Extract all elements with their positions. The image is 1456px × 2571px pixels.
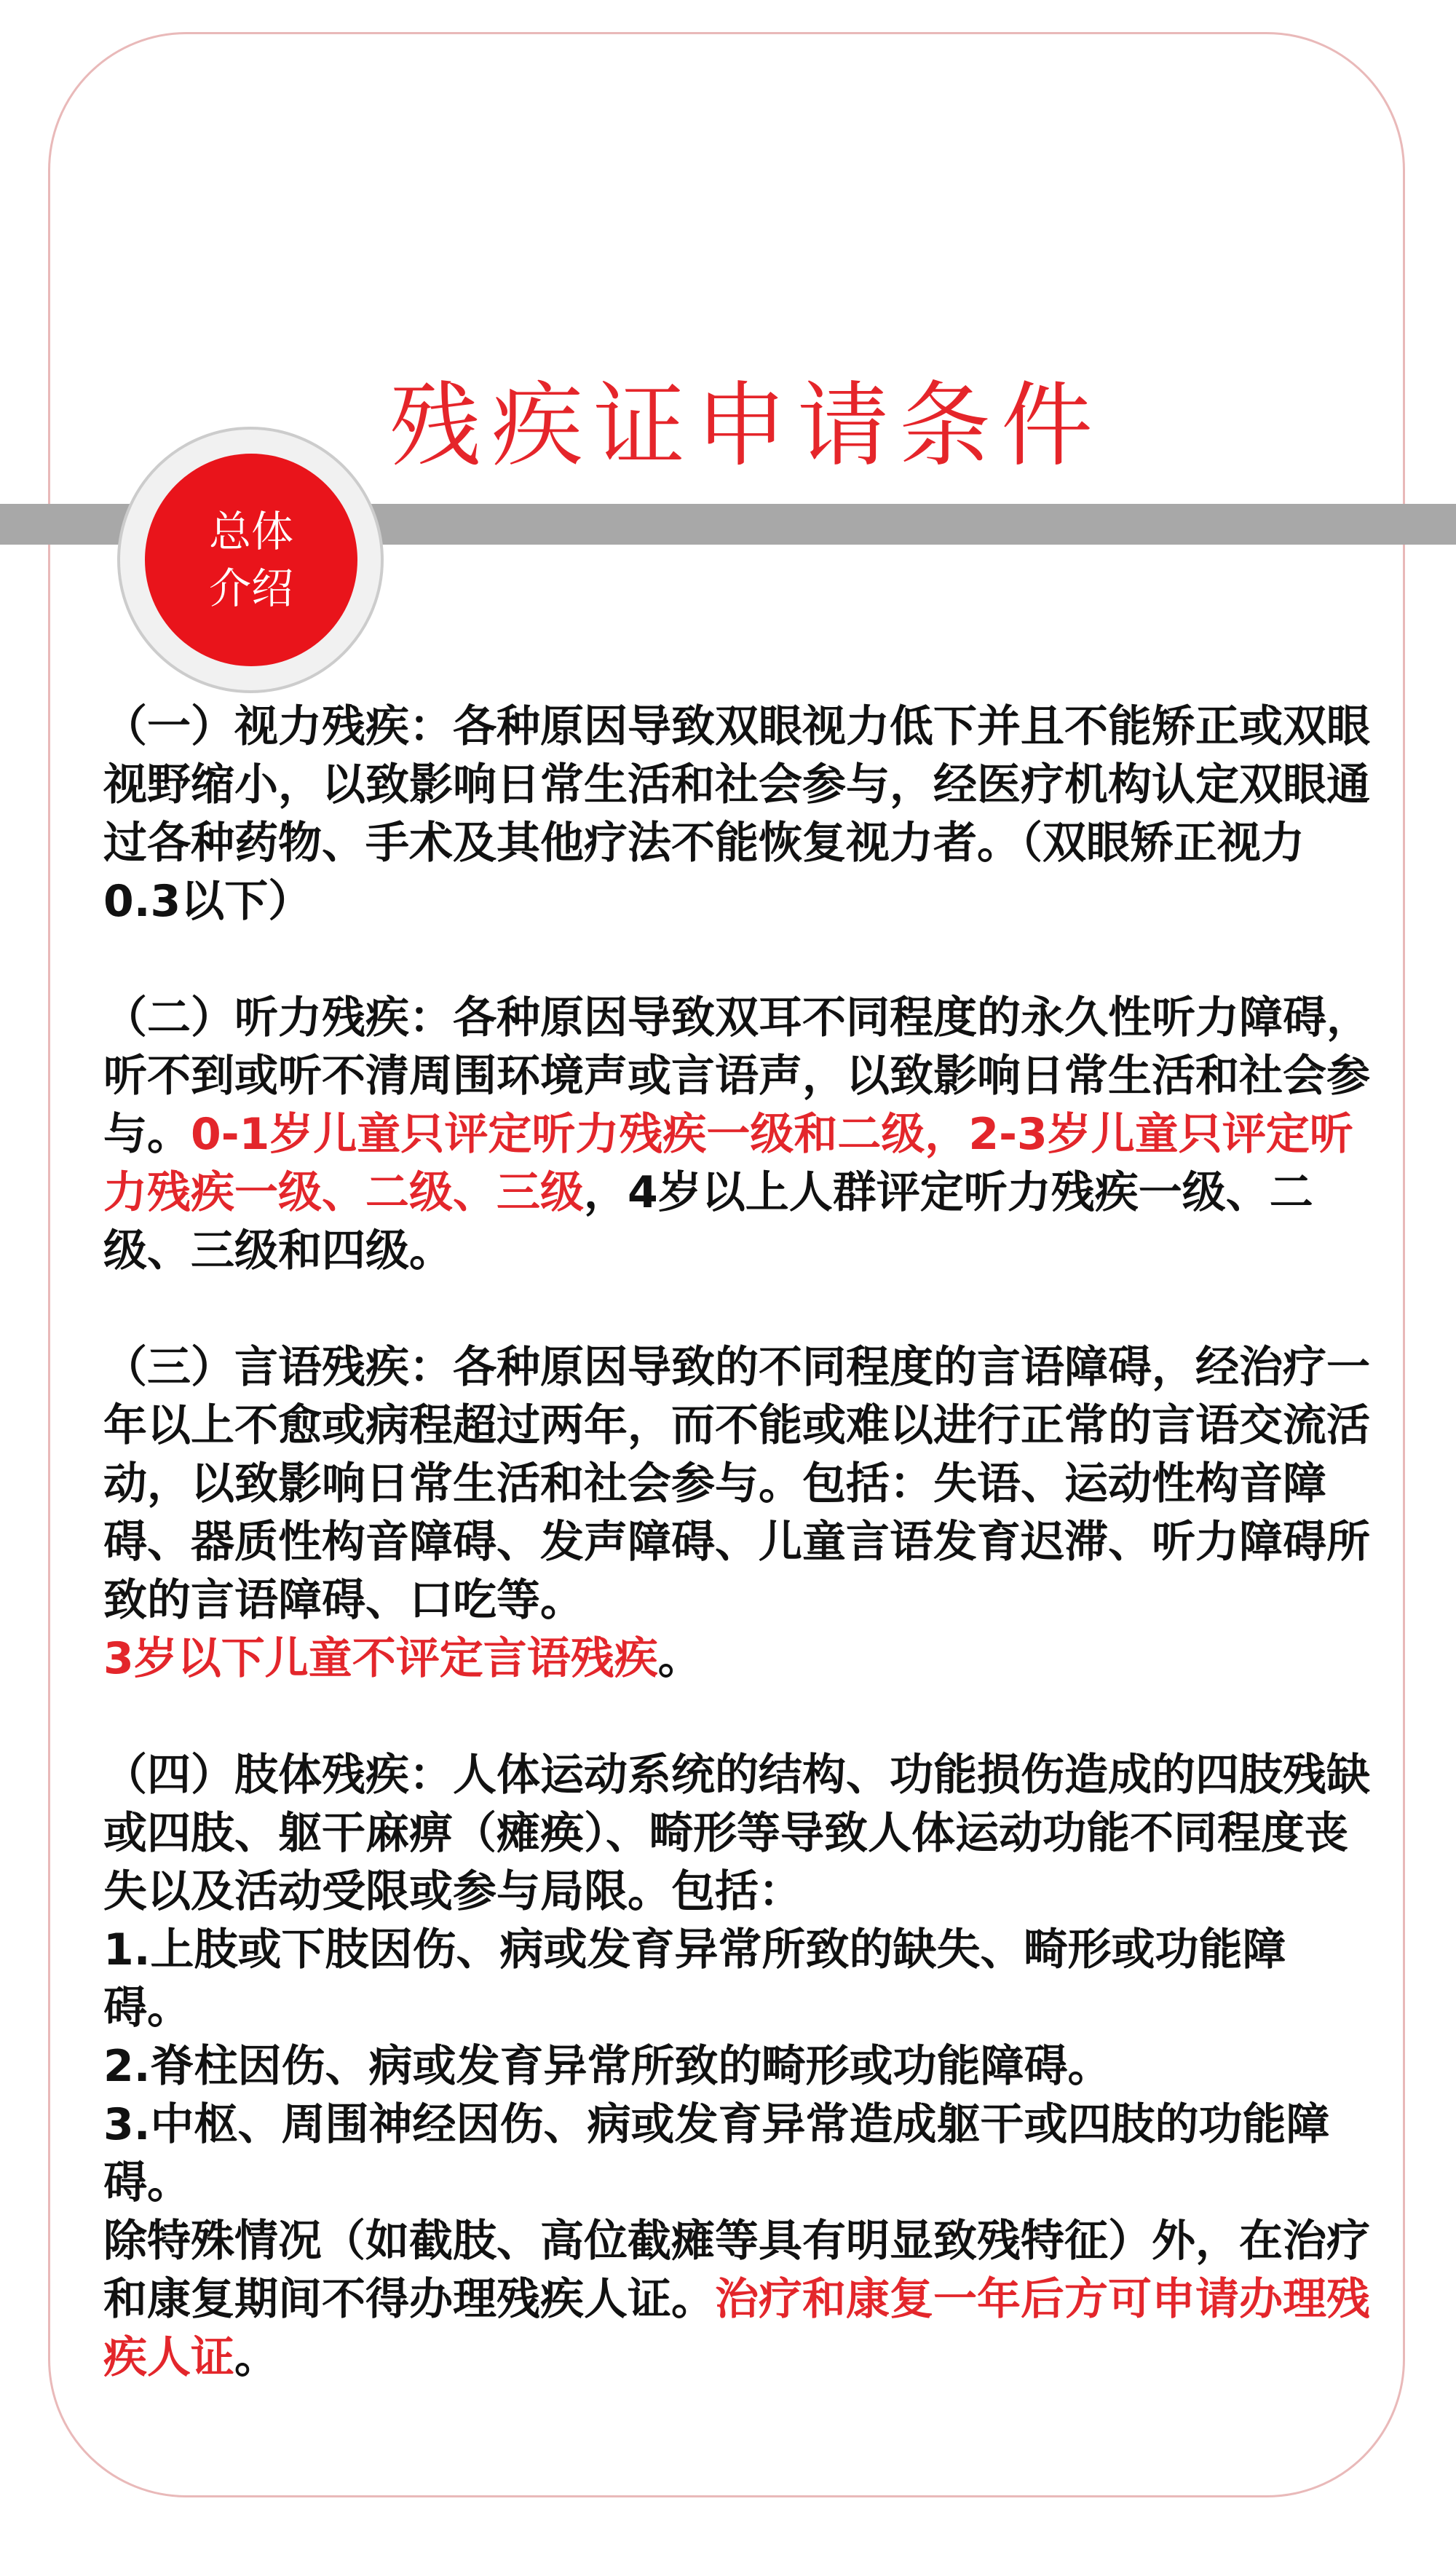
limb-end: 。	[234, 2332, 278, 2383]
limb-item-1: 1.上肢或下肢因伤、病或发育异常所致的缺失、畸形或功能障碍。	[103, 1924, 1286, 2034]
speech-highlight: 3岁以下儿童不评定言语残疾	[103, 1633, 658, 1684]
section-speech	[103, 1338, 1370, 1688]
limb-intro: （四）肢体残疾：人体运动系统的结构、功能损伤造成的四肢残缺或四肢、躯干麻痹（瘫痪）、畸形等导致人体运动功能不同程度丧失以及活动受限或参与局限。包括：	[103, 1750, 1370, 1917]
limb-highlight: 治疗和康复一年后方可申请办理残疾人证	[103, 2274, 1370, 2383]
overview-badge	[145, 454, 357, 666]
speech-text: （三）言语残疾：各种原因导致的不同程度的言语障碍，经治疗一年以上不愈或病程超过两年，而不能或难以进行正常的言语交流活动，以致影响日常生活和社会参与。包括：失语、运动性构音障碍、器质性构音障碍、发声障碍、儿童言语发育迟滞、听力障碍所致的言语障碍、口吃等。	[103, 1342, 1370, 1626]
limb-item-3: 3.中枢、周围神经因伤、病或发育异常造成躯干或四肢的功能障碍。	[103, 2099, 1330, 2208]
page-title: 残疾证申请条件	[389, 372, 1103, 479]
hearing-text: （二）听力残疾：各种原因导致双耳不同程度的永久性听力障碍，听不到或听不清周围环境声或言语声，以致影响日常生活和社会参与。	[103, 992, 1370, 1160]
badge-label: 总体介绍	[208, 507, 293, 613]
hearing-highlight: 0-1岁儿童只评定听力残疾一级和二级，2-3岁儿童只评定听力残疾一级、二级、三级	[103, 1109, 1353, 1218]
conditions-content	[103, 698, 1370, 2445]
limb-item-2: 2.脊柱因伤、病或发育异常所致的畸形或功能障碍。	[103, 2041, 1112, 2092]
hearing-text-end: ，4岁以上人群评定听力残疾一级、二级、三级和四级。	[103, 1167, 1313, 1276]
section-hearing	[103, 989, 1370, 1280]
limb-note: 除特殊情况（如截肢、高位截瘫等具有明显致残特征）外，在治疗和康复期间不得办理残疾人证。	[103, 2216, 1370, 2325]
section-limb	[103, 1746, 1370, 2387]
vision-text: （一）视力残疾：各种原因导致双眼视力低下并且不能矫正或双眼视野缩小，以致影响日常生活和社会参与，经医疗机构认定双眼通过各种药物、手术及其他疗法不能恢复视力者。（双眼矫正视力0.3以下）	[103, 701, 1370, 927]
section-vision	[103, 698, 1370, 931]
speech-end: 。	[657, 1633, 702, 1684]
